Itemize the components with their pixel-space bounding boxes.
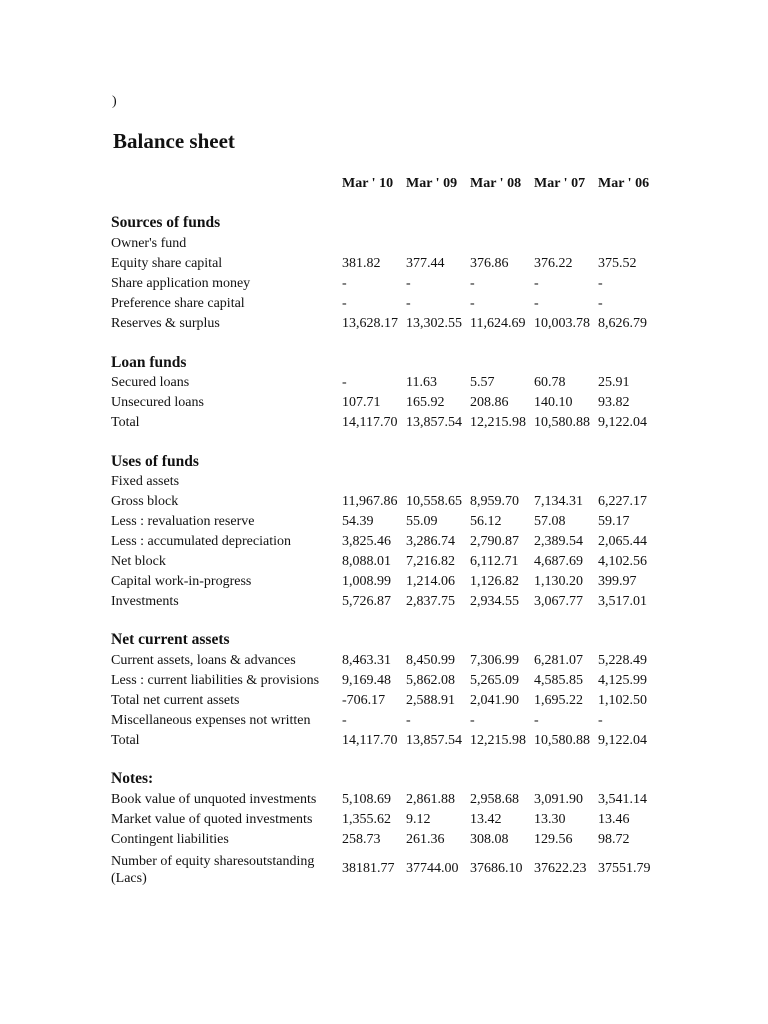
value-cell: 3,286.74 <box>406 534 455 549</box>
value-cell: 13,857.54 <box>406 733 462 748</box>
table-row <box>0 594 768 614</box>
value-cell: 9.12 <box>406 812 431 827</box>
value-cell: 2,041.90 <box>470 693 519 708</box>
value-cell: 1,008.99 <box>342 574 391 589</box>
value-cell: 5,265.09 <box>470 673 519 688</box>
value-cell: 308.08 <box>470 832 509 847</box>
value-cell: 13.30 <box>534 812 566 827</box>
value-cell: 3,825.46 <box>342 534 391 549</box>
value-cell: 2,588.91 <box>406 693 455 708</box>
row-label: Share application money <box>111 276 251 291</box>
value-cell: 13,628.17 <box>342 316 398 331</box>
value-cell: 13,857.54 <box>406 415 462 430</box>
row-label: Fixed assets <box>111 474 180 489</box>
row-label: Unsecured loans <box>111 395 204 410</box>
value-cell: 55.09 <box>406 514 438 529</box>
value-cell: 258.73 <box>342 832 381 847</box>
table-row <box>0 653 768 673</box>
value-cell: 11.63 <box>406 375 437 390</box>
value-cell: 7,216.82 <box>406 554 455 569</box>
row-label: Secured loans <box>111 375 190 390</box>
value-cell: 37744.00 <box>406 861 459 876</box>
value-cell: 10,558.65 <box>406 494 462 509</box>
value-cell: - <box>598 276 603 291</box>
value-cell: - <box>470 296 475 311</box>
section-heading: Uses of funds <box>111 453 199 470</box>
value-cell: - <box>534 296 539 311</box>
value-cell: - <box>406 713 411 728</box>
column-header-mar-06: Mar ' 06 <box>598 176 650 191</box>
value-cell: 9,169.48 <box>342 673 391 688</box>
table-row <box>0 514 768 534</box>
column-header-mar-10: Mar ' 10 <box>342 176 394 191</box>
section-heading: Sources of funds <box>111 214 221 231</box>
value-cell: 3,067.77 <box>534 594 583 609</box>
value-cell: - <box>534 276 539 291</box>
value-cell: 5,108.69 <box>342 792 391 807</box>
value-cell: - <box>342 276 347 291</box>
value-cell: 5,228.49 <box>598 653 647 668</box>
value-cell: - <box>342 713 347 728</box>
table-row <box>0 395 768 415</box>
table-row <box>0 296 768 316</box>
row-label: Less : current liabilities & provisions <box>111 673 320 688</box>
value-cell: - <box>470 276 475 291</box>
value-cell: 1,130.20 <box>534 574 583 589</box>
table-row <box>0 316 768 336</box>
value-cell: - <box>470 713 475 728</box>
value-cell: 38181.77 <box>342 861 395 876</box>
value-cell: 98.72 <box>598 832 630 847</box>
value-cell: - <box>342 375 347 390</box>
table-row <box>0 554 768 574</box>
value-cell: 9,122.04 <box>598 415 647 430</box>
value-cell: 2,861.88 <box>406 792 455 807</box>
value-cell: 37551.79 <box>598 861 651 876</box>
table-row <box>0 673 768 693</box>
value-cell: 1,102.50 <box>598 693 647 708</box>
value-cell: 6,227.17 <box>598 494 647 509</box>
value-cell: 107.71 <box>342 395 381 410</box>
value-cell: 3,517.01 <box>598 594 647 609</box>
value-cell: 8,959.70 <box>470 494 519 509</box>
value-cell: 56.12 <box>470 514 502 529</box>
value-cell: 1,214.06 <box>406 574 455 589</box>
value-cell: 12,215.98 <box>470 415 526 430</box>
value-cell: 1,126.82 <box>470 574 519 589</box>
value-cell: 7,134.31 <box>534 494 583 509</box>
table-row <box>0 256 768 276</box>
value-cell: 12,215.98 <box>470 733 526 748</box>
row-label: Total <box>111 733 140 748</box>
value-cell: 2,065.44 <box>598 534 647 549</box>
value-cell: 25.91 <box>598 375 630 390</box>
value-cell: - <box>406 296 411 311</box>
row-label: Book value of unquoted investments <box>111 792 317 807</box>
row-label: Market value of quoted investments <box>111 812 313 827</box>
table-row <box>0 375 768 395</box>
table-row <box>0 474 768 494</box>
value-cell: 2,934.55 <box>470 594 519 609</box>
value-cell: 1,695.22 <box>534 693 583 708</box>
table-row <box>0 534 768 554</box>
column-header-mar-07: Mar ' 07 <box>534 176 586 191</box>
table-row <box>0 733 768 753</box>
table-row <box>0 812 768 832</box>
value-cell: 13.42 <box>470 812 502 827</box>
value-cell: 14,117.70 <box>342 733 398 748</box>
value-cell: 4,687.69 <box>534 554 583 569</box>
row-label: Total net current assets <box>111 693 240 708</box>
value-cell: 5.57 <box>470 375 495 390</box>
value-cell: 10,580.88 <box>534 415 590 430</box>
column-header-mar-09: Mar ' 09 <box>406 176 458 191</box>
section-heading: Loan funds <box>111 354 187 371</box>
row-label-line: Number of equity sharesoutstanding <box>111 854 315 869</box>
row-label: Net block <box>111 554 166 569</box>
row-label: Capital work-in-progress <box>111 574 252 589</box>
row-label: Preference share capital <box>111 296 245 311</box>
value-cell: 13,302.55 <box>406 316 462 331</box>
value-cell: - <box>598 713 603 728</box>
row-label: Owner's fund <box>111 236 187 251</box>
table-row <box>0 693 768 713</box>
value-cell: 5,726.87 <box>342 594 391 609</box>
value-cell: 11,967.86 <box>342 494 398 509</box>
value-cell: 8,450.99 <box>406 653 455 668</box>
row-label: Contingent liabilities <box>111 832 229 847</box>
value-cell: 59.17 <box>598 514 630 529</box>
value-cell: 1,355.62 <box>342 812 391 827</box>
value-cell: 3,541.14 <box>598 792 647 807</box>
value-cell: 381.82 <box>342 256 381 271</box>
value-cell: - <box>598 296 603 311</box>
value-cell: 2,958.68 <box>470 792 519 807</box>
row-label: Investments <box>111 594 179 609</box>
value-cell: 4,125.99 <box>598 673 647 688</box>
value-cell: 37622.23 <box>534 861 587 876</box>
value-cell: 6,281.07 <box>534 653 583 668</box>
value-cell: 376.86 <box>470 256 509 271</box>
value-cell: 11,624.69 <box>470 316 526 331</box>
value-cell: 8,463.31 <box>342 653 391 668</box>
section-heading: Net current assets <box>111 631 230 648</box>
row-label: Miscellaneous expenses not written <box>111 713 311 728</box>
value-cell: 2,790.87 <box>470 534 519 549</box>
value-cell: 375.52 <box>598 256 637 271</box>
row-label <box>111 853 314 887</box>
value-cell: 10,580.88 <box>534 733 590 748</box>
value-cell: 261.36 <box>406 832 445 847</box>
value-cell: 6,112.71 <box>470 554 519 569</box>
row-label: Equity share capital <box>111 256 223 271</box>
value-cell: 4,585.85 <box>534 673 583 688</box>
table-row <box>0 574 768 594</box>
value-cell: 2,389.54 <box>534 534 583 549</box>
closing-parenthesis: ) <box>112 94 117 109</box>
value-cell: 399.97 <box>598 574 637 589</box>
value-cell: 208.86 <box>470 395 509 410</box>
value-cell: 2,837.75 <box>406 594 455 609</box>
value-cell: 60.78 <box>534 375 566 390</box>
table-row <box>0 853 768 886</box>
value-cell: 129.56 <box>534 832 573 847</box>
value-cell: 7,306.99 <box>470 653 519 668</box>
row-label: Less : accumulated depreciation <box>111 534 291 549</box>
table-row <box>0 494 768 514</box>
table-row <box>0 415 768 435</box>
row-label: Less : revaluation reserve <box>111 514 255 529</box>
value-cell: 3,091.90 <box>534 792 583 807</box>
value-cell: 165.92 <box>406 395 445 410</box>
value-cell: 376.22 <box>534 256 573 271</box>
value-cell: 14,117.70 <box>342 415 398 430</box>
value-cell: - <box>406 276 411 291</box>
value-cell: 5,862.08 <box>406 673 455 688</box>
table-row <box>0 832 768 852</box>
value-cell: 4,102.56 <box>598 554 647 569</box>
table-row <box>0 236 768 256</box>
value-cell: - <box>534 713 539 728</box>
value-cell: 8,088.01 <box>342 554 391 569</box>
value-cell: 8,626.79 <box>598 316 647 331</box>
row-label: Reserves & surplus <box>111 316 220 331</box>
table-row <box>0 792 768 812</box>
page-title: Balance sheet <box>113 129 235 153</box>
row-label: Total <box>111 415 140 430</box>
value-cell: 57.08 <box>534 514 566 529</box>
value-cell: 37686.10 <box>470 861 523 876</box>
value-cell: - <box>342 296 347 311</box>
value-cell: 13.46 <box>598 812 630 827</box>
table-row <box>0 713 768 733</box>
section-heading: Notes: <box>111 770 154 787</box>
value-cell: 9,122.04 <box>598 733 647 748</box>
value-cell: 93.82 <box>598 395 630 410</box>
value-cell: 10,003.78 <box>534 316 590 331</box>
row-label: Current assets, loans & advances <box>111 653 296 668</box>
column-header-mar-08: Mar ' 08 <box>470 176 522 191</box>
table-row <box>0 276 768 296</box>
row-label: Gross block <box>111 494 179 509</box>
value-cell: -706.17 <box>342 693 386 708</box>
value-cell: 140.10 <box>534 395 573 410</box>
row-label-line: (Lacs) <box>111 871 147 886</box>
value-cell: 54.39 <box>342 514 374 529</box>
value-cell: 377.44 <box>406 256 445 271</box>
